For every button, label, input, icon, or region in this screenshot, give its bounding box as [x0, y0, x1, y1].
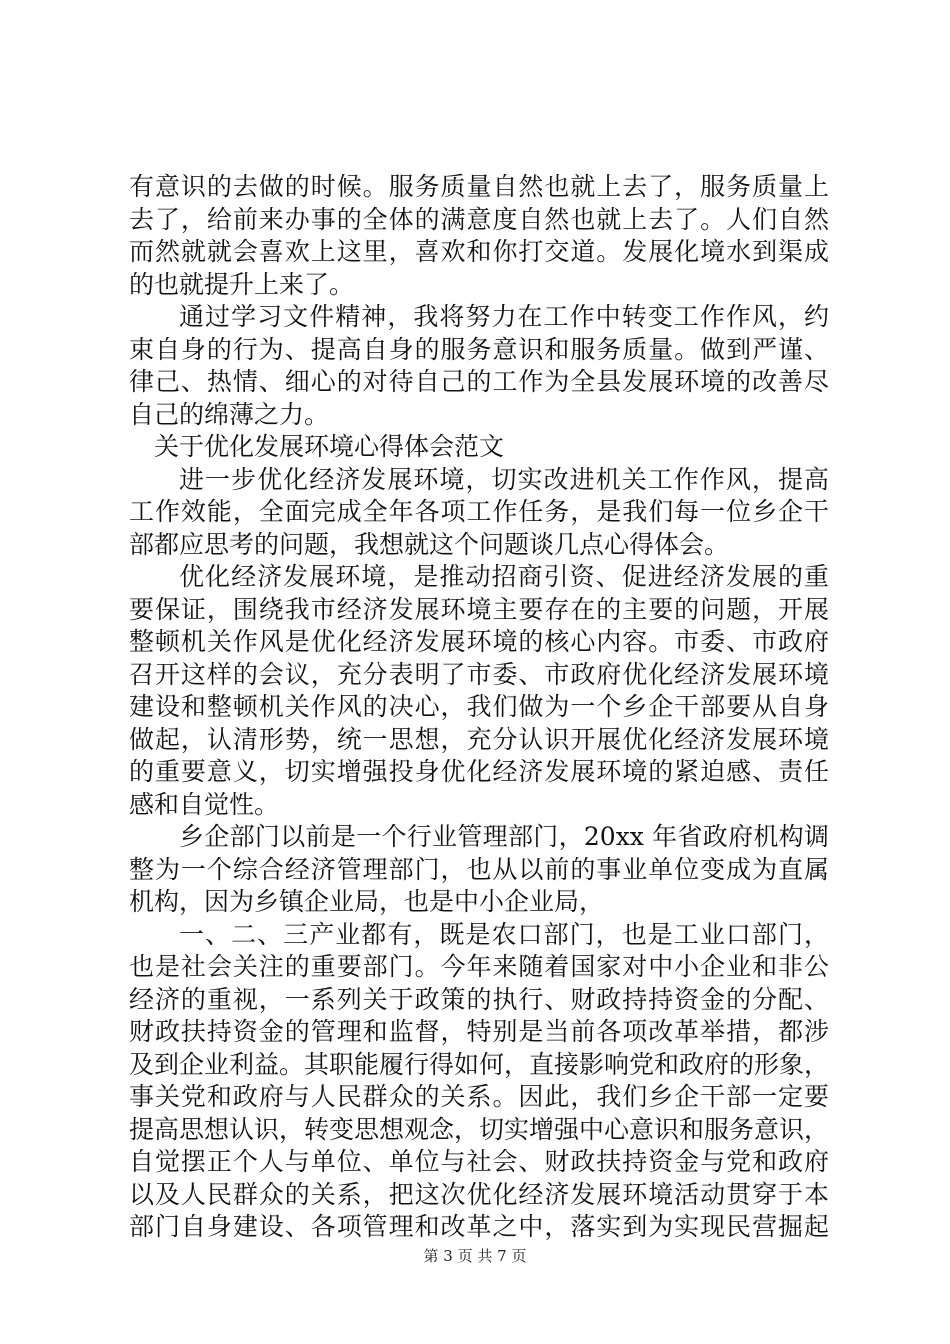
text-line: 感和自觉性。	[129, 789, 280, 819]
text-line: 进一步优化经济发展环境，切实改进机关工作作风，提高	[179, 464, 829, 494]
text-line: 工作效能，全面完成全年各项工作任务，是我们每一位乡企干	[129, 497, 829, 526]
text-line: 通过学习文件精神，我将努力在工作中转变工作作风，约	[179, 302, 829, 331]
text-line: 乡企部门以前是一个行业管理部门，20xx 年省政府机构调	[179, 822, 829, 851]
text-line: 自觉摆正个人与单位、单位与社会、财政扶持资金与党和政府	[129, 1147, 829, 1176]
text-line: 要保证，围绕我市经济发展环境主要存在的主要的问题，开展	[129, 594, 829, 624]
text-line: 部门自身建设、各项管理和改革之中，落实到为实现民营掘起	[129, 1212, 829, 1241]
text-line: 提高思想认识，转变思想观念，切实增强中心意识和服务意识，	[129, 1114, 830, 1144]
text-line: 而然就就会喜欢上这里，喜欢和你打交道。发展化境水到渠成	[129, 237, 829, 266]
text-line: 去了，给前来办事的全体的满意度自然也就上去了。人们自然	[129, 204, 829, 234]
text-line: 建设和整顿机关作风的决心，我们做为一个乡企干部要从自身	[129, 692, 829, 721]
text-line: 一、二、三产业都有，既是农口部门，也是工业口部门，	[179, 919, 829, 949]
text-line: 机构，因为乡镇企业局，也是中小企业局，	[129, 887, 605, 916]
text-line: 及到企业利益。其职能履行得如何，直接影响党和政府的形象，	[129, 1049, 830, 1079]
text-line: 财政扶持资金的管理和监督，特别是当前各项改革举措，都涉	[129, 1017, 829, 1046]
text-line: 做起，认清形势，统一思想，充分认识开展优化经济发展环境	[129, 724, 829, 754]
text-line: 的重要意义，切实增强投身优化经济发展环境的紧迫感、责任	[129, 757, 829, 786]
text-line: 经济的重视，一系列关于政策的执行、财政持持资金的分配、	[129, 984, 829, 1014]
text-line: 关于优化发展环境心得体会范文	[154, 432, 505, 461]
text-line: 优化经济发展环境，是推动招商引资、促进经济发展的重	[179, 562, 829, 591]
text-line: 以及人民群众的关系，把这次优化经济发展环境活动贯穿于本	[129, 1179, 829, 1209]
text-line: 整为一个综合经济管理部门，也从以前的事业单位变成为直属	[129, 854, 829, 884]
text-line: 整顿机关作风是优化经济发展环境的核心内容。市委、市政府	[129, 627, 829, 656]
text-line: 部都应思考的问题，我想就这个问题谈几点心得体会。	[129, 529, 730, 559]
text-line: 自己的绵薄之力。	[129, 399, 330, 429]
text-line: 的也就提升上来了。	[129, 269, 355, 299]
text-line: 召开这样的会议，充分表明了市委、市政府优化经济发展环境	[129, 659, 829, 689]
text-line: 有意识的去做的时候。服务质量自然也就上去了，服务质量上	[129, 172, 829, 201]
text-line: 事关党和政府与人民群众的关系。因此，我们乡企干部一定要	[129, 1082, 829, 1111]
text-line: 律己、热情、细心的对待自己的工作为全县发展环境的改善尽	[129, 367, 829, 396]
text-line: 束自身的行为、提高自身的服务意识和服务质量。做到严谨、	[129, 334, 829, 364]
document-body	[129, 171, 829, 1244]
text-line: 也是社会关注的重要部门。今年来随着国家对中小企业和非公	[129, 952, 829, 981]
page-footer: 第 3 页 共 7 页	[423, 1247, 527, 1265]
